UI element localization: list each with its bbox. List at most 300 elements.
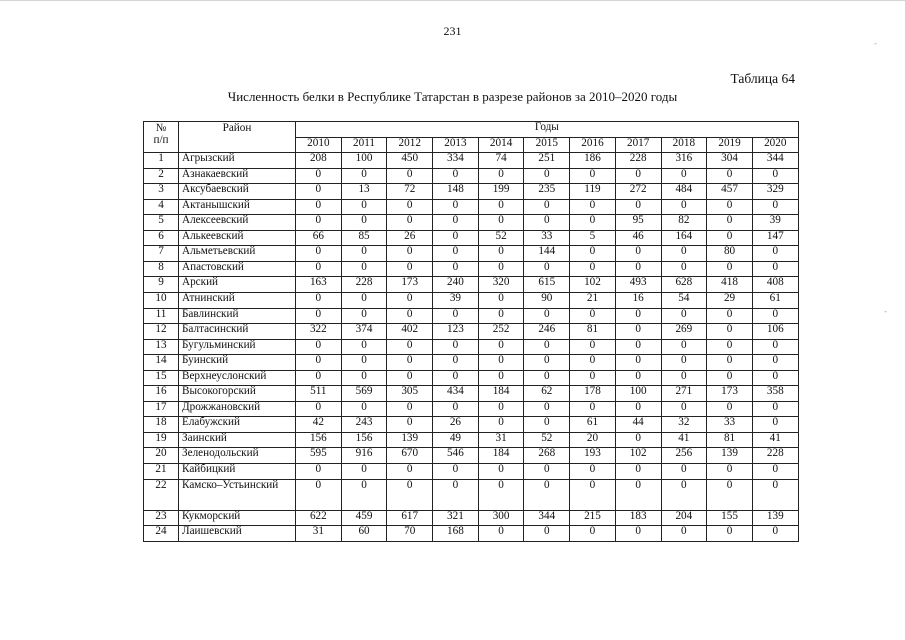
count-cell: 0	[661, 308, 707, 324]
table-row	[144, 386, 799, 402]
header-year: 2011	[341, 137, 387, 153]
count-cell: 52	[524, 432, 570, 448]
count-cell: 0	[570, 168, 616, 184]
table-row	[144, 153, 799, 169]
count-cell: 13	[341, 184, 387, 200]
count-cell: 0	[524, 339, 570, 355]
count-cell: 0	[570, 526, 616, 542]
row-number-cell: 2	[144, 168, 179, 184]
count-cell: 0	[707, 339, 753, 355]
count-cell: 39	[752, 215, 798, 231]
count-cell: 320	[478, 277, 524, 293]
squirrel-population-table	[143, 121, 799, 542]
district-name-cell: Алексеевский	[179, 215, 296, 231]
count-cell: 204	[661, 510, 707, 526]
table-row	[144, 168, 799, 184]
count-cell: 450	[387, 153, 433, 169]
district-name-cell: Аксубаевский	[179, 184, 296, 200]
count-cell: 0	[478, 339, 524, 355]
count-cell: 0	[296, 355, 342, 371]
count-cell: 106	[752, 324, 798, 340]
count-cell: 0	[615, 464, 661, 480]
row-number-cell: 18	[144, 417, 179, 433]
district-name-cell: Лаишевский	[179, 526, 296, 542]
count-cell: 321	[433, 510, 479, 526]
count-cell: 199	[478, 184, 524, 200]
count-cell: 0	[707, 199, 753, 215]
count-cell: 316	[661, 153, 707, 169]
row-number-cell: 16	[144, 386, 179, 402]
count-cell: 0	[478, 417, 524, 433]
row-number-cell: 4	[144, 199, 179, 215]
count-cell: 0	[387, 215, 433, 231]
table-row	[144, 293, 799, 309]
count-cell: 156	[341, 432, 387, 448]
table-row	[144, 510, 799, 526]
count-cell: 0	[570, 215, 616, 231]
count-cell: 193	[570, 448, 616, 464]
header-row-top	[144, 122, 799, 138]
count-cell: 0	[524, 479, 570, 510]
count-cell: 0	[615, 168, 661, 184]
table-row	[144, 246, 799, 262]
count-cell: 0	[433, 401, 479, 417]
count-cell: 0	[615, 401, 661, 417]
count-cell: 70	[387, 526, 433, 542]
count-cell: 0	[433, 230, 479, 246]
count-cell: 0	[752, 526, 798, 542]
count-cell: 0	[570, 464, 616, 480]
row-number-cell: 14	[144, 355, 179, 371]
count-cell: 0	[615, 339, 661, 355]
count-cell: 322	[296, 324, 342, 340]
header-district: Район	[179, 122, 296, 153]
district-name-cell: Агрызский	[179, 153, 296, 169]
table-row	[144, 370, 799, 386]
count-cell: 617	[387, 510, 433, 526]
count-cell: 66	[296, 230, 342, 246]
count-cell: 0	[661, 199, 707, 215]
table-row	[144, 230, 799, 246]
count-cell: 0	[433, 479, 479, 510]
count-cell: 304	[707, 153, 753, 169]
count-cell: 0	[615, 370, 661, 386]
count-cell: 0	[570, 261, 616, 277]
count-cell: 81	[570, 324, 616, 340]
count-cell: 0	[570, 479, 616, 510]
count-cell: 100	[341, 153, 387, 169]
count-cell: 0	[752, 417, 798, 433]
count-cell: 54	[661, 293, 707, 309]
count-cell: 0	[661, 526, 707, 542]
count-cell: 0	[478, 479, 524, 510]
header-year: 2010	[296, 137, 342, 153]
count-cell: 358	[752, 386, 798, 402]
count-cell: 0	[707, 308, 753, 324]
count-cell: 334	[433, 153, 479, 169]
count-cell: 228	[615, 153, 661, 169]
count-cell: 0	[615, 526, 661, 542]
count-cell: 139	[387, 432, 433, 448]
row-number-cell: 8	[144, 261, 179, 277]
table-row	[144, 184, 799, 200]
count-cell: 402	[387, 324, 433, 340]
row-number-cell: 5	[144, 215, 179, 231]
header-year: 2019	[707, 137, 753, 153]
count-cell: 0	[296, 293, 342, 309]
table-row	[144, 526, 799, 542]
table-row	[144, 277, 799, 293]
count-cell: 0	[661, 246, 707, 262]
count-cell: 434	[433, 386, 479, 402]
district-name-cell: Алькеевский	[179, 230, 296, 246]
count-cell: 61	[570, 417, 616, 433]
table-row	[144, 199, 799, 215]
count-cell: 0	[341, 355, 387, 371]
count-cell: 418	[707, 277, 753, 293]
count-cell: 0	[478, 308, 524, 324]
count-cell: 300	[478, 510, 524, 526]
count-cell: 0	[707, 464, 753, 480]
table-row	[144, 261, 799, 277]
count-cell: 0	[707, 479, 753, 510]
count-cell: 0	[433, 370, 479, 386]
count-cell: 0	[296, 168, 342, 184]
count-cell: 228	[752, 448, 798, 464]
header-year: 2012	[387, 137, 433, 153]
count-cell: 305	[387, 386, 433, 402]
count-cell: 144	[524, 246, 570, 262]
table-row	[144, 464, 799, 480]
count-cell: 0	[752, 339, 798, 355]
count-cell: 0	[570, 370, 616, 386]
count-cell: 72	[387, 184, 433, 200]
count-cell: 46	[615, 230, 661, 246]
count-cell: 0	[387, 464, 433, 480]
count-cell: 60	[341, 526, 387, 542]
count-cell: 0	[524, 199, 570, 215]
row-number-cell: 7	[144, 246, 179, 262]
count-cell: 0	[661, 464, 707, 480]
count-cell: 156	[296, 432, 342, 448]
count-cell: 0	[707, 324, 753, 340]
count-cell: 0	[341, 464, 387, 480]
count-cell: 0	[387, 199, 433, 215]
scan-speck: -	[884, 306, 887, 316]
row-number-cell: 12	[144, 324, 179, 340]
district-name-cell: Арский	[179, 277, 296, 293]
row-number-cell: 3	[144, 184, 179, 200]
count-cell: 0	[387, 246, 433, 262]
count-cell: 0	[296, 261, 342, 277]
row-number-cell: 20	[144, 448, 179, 464]
count-cell: 0	[524, 355, 570, 371]
count-cell: 0	[341, 339, 387, 355]
count-cell: 186	[570, 153, 616, 169]
count-cell: 0	[524, 401, 570, 417]
count-cell: 0	[387, 479, 433, 510]
count-cell: 0	[524, 464, 570, 480]
count-cell: 215	[570, 510, 616, 526]
district-name-cell: Верхнеуслонский	[179, 370, 296, 386]
header-year: 2015	[524, 137, 570, 153]
count-cell: 329	[752, 184, 798, 200]
district-name-cell: Атнинский	[179, 293, 296, 309]
count-cell: 272	[615, 184, 661, 200]
count-cell: 85	[341, 230, 387, 246]
count-cell: 0	[524, 261, 570, 277]
count-cell: 74	[478, 153, 524, 169]
district-name-cell: Актанышский	[179, 199, 296, 215]
count-cell: 41	[661, 432, 707, 448]
count-cell: 0	[296, 308, 342, 324]
count-cell: 183	[615, 510, 661, 526]
count-cell: 0	[615, 261, 661, 277]
count-cell: 0	[661, 168, 707, 184]
count-cell: 0	[615, 479, 661, 510]
row-number-cell: 9	[144, 277, 179, 293]
count-cell: 0	[524, 526, 570, 542]
count-cell: 0	[478, 199, 524, 215]
count-cell: 0	[707, 168, 753, 184]
district-name-cell: Заинский	[179, 432, 296, 448]
count-cell: 0	[570, 401, 616, 417]
count-cell: 0	[524, 215, 570, 231]
count-cell: 81	[707, 432, 753, 448]
count-cell: 0	[341, 215, 387, 231]
table-row	[144, 355, 799, 371]
count-cell: 21	[570, 293, 616, 309]
count-cell: 251	[524, 153, 570, 169]
header-number	[144, 122, 179, 153]
count-cell: 0	[478, 370, 524, 386]
count-cell: 0	[570, 339, 616, 355]
count-cell: 0	[707, 401, 753, 417]
count-cell: 457	[707, 184, 753, 200]
count-cell: 39	[433, 293, 479, 309]
count-cell: 615	[524, 277, 570, 293]
count-cell: 0	[387, 168, 433, 184]
count-cell: 123	[433, 324, 479, 340]
count-cell: 5	[570, 230, 616, 246]
count-cell: 0	[615, 199, 661, 215]
district-name-cell: Высокогорский	[179, 386, 296, 402]
count-cell: 0	[524, 308, 570, 324]
header-year: 2020	[752, 137, 798, 153]
count-cell: 0	[433, 464, 479, 480]
count-cell: 0	[707, 370, 753, 386]
row-number-cell: 19	[144, 432, 179, 448]
count-cell: 0	[478, 293, 524, 309]
count-cell: 0	[387, 370, 433, 386]
count-cell: 0	[661, 401, 707, 417]
count-cell: 0	[752, 370, 798, 386]
count-cell: 0	[341, 401, 387, 417]
count-cell: 0	[615, 355, 661, 371]
count-cell: 20	[570, 432, 616, 448]
count-cell: 0	[341, 479, 387, 510]
header-number-line2: п/п	[153, 133, 169, 146]
count-cell: 0	[615, 324, 661, 340]
count-cell: 0	[752, 246, 798, 262]
count-cell: 119	[570, 184, 616, 200]
count-cell: 235	[524, 184, 570, 200]
count-cell: 0	[341, 246, 387, 262]
header-year: 2014	[478, 137, 524, 153]
count-cell: 0	[707, 261, 753, 277]
count-cell: 0	[661, 339, 707, 355]
count-cell: 0	[478, 246, 524, 262]
count-cell: 0	[615, 246, 661, 262]
count-cell: 173	[707, 386, 753, 402]
scan-speck: -	[874, 38, 877, 48]
count-cell: 52	[478, 230, 524, 246]
count-cell: 0	[433, 339, 479, 355]
table-label: Таблица 64	[730, 71, 795, 86]
count-cell: 0	[387, 293, 433, 309]
header-year: 2013	[433, 137, 479, 153]
row-number-cell: 22	[144, 479, 179, 510]
count-cell: 0	[296, 479, 342, 510]
count-cell: 41	[752, 432, 798, 448]
count-cell: 670	[387, 448, 433, 464]
table-row	[144, 324, 799, 340]
count-cell: 33	[524, 230, 570, 246]
district-name-cell: Альметьевский	[179, 246, 296, 262]
count-cell: 0	[752, 261, 798, 277]
count-cell: 163	[296, 277, 342, 293]
row-number-cell: 11	[144, 308, 179, 324]
count-cell: 102	[570, 277, 616, 293]
row-number-cell: 10	[144, 293, 179, 309]
count-cell: 95	[615, 215, 661, 231]
count-cell: 0	[661, 261, 707, 277]
count-cell: 26	[387, 230, 433, 246]
row-number-cell: 13	[144, 339, 179, 355]
count-cell: 0	[524, 417, 570, 433]
count-cell: 374	[341, 324, 387, 340]
count-cell: 546	[433, 448, 479, 464]
count-cell: 147	[752, 230, 798, 246]
count-cell: 155	[707, 510, 753, 526]
count-cell: 0	[478, 464, 524, 480]
count-cell: 0	[478, 526, 524, 542]
count-cell: 916	[341, 448, 387, 464]
header-number-line1: №	[155, 122, 167, 134]
count-cell: 0	[752, 168, 798, 184]
count-cell: 31	[296, 526, 342, 542]
district-name-cell: Буинский	[179, 355, 296, 371]
count-cell: 0	[570, 308, 616, 324]
count-cell: 102	[615, 448, 661, 464]
row-number-cell: 6	[144, 230, 179, 246]
table-row	[144, 479, 799, 510]
count-cell: 42	[296, 417, 342, 433]
count-cell: 148	[433, 184, 479, 200]
count-cell: 0	[752, 479, 798, 510]
count-cell: 0	[752, 199, 798, 215]
count-cell: 0	[707, 215, 753, 231]
count-cell: 32	[661, 417, 707, 433]
count-cell: 0	[707, 355, 753, 371]
count-cell: 80	[707, 246, 753, 262]
count-cell: 344	[524, 510, 570, 526]
count-cell: 240	[433, 277, 479, 293]
count-cell: 0	[387, 339, 433, 355]
count-cell: 0	[296, 199, 342, 215]
count-cell: 595	[296, 448, 342, 464]
count-cell: 256	[661, 448, 707, 464]
count-cell: 0	[433, 261, 479, 277]
count-cell: 569	[341, 386, 387, 402]
count-cell: 0	[615, 308, 661, 324]
count-cell: 0	[615, 432, 661, 448]
count-cell: 0	[433, 355, 479, 371]
district-name-cell: Зеленодольский	[179, 448, 296, 464]
district-name-cell: Бугульминский	[179, 339, 296, 355]
count-cell: 269	[661, 324, 707, 340]
count-cell: 0	[341, 261, 387, 277]
count-cell: 0	[752, 308, 798, 324]
count-cell: 90	[524, 293, 570, 309]
count-cell: 0	[478, 355, 524, 371]
count-cell: 252	[478, 324, 524, 340]
row-number-cell: 24	[144, 526, 179, 542]
row-number-cell: 17	[144, 401, 179, 417]
count-cell: 0	[296, 246, 342, 262]
count-cell: 0	[296, 184, 342, 200]
row-number-cell: 21	[144, 464, 179, 480]
district-name-cell: Балтасинский	[179, 324, 296, 340]
count-cell: 0	[341, 308, 387, 324]
count-cell: 0	[661, 370, 707, 386]
header-year: 2016	[570, 137, 616, 153]
district-name-cell: Кукморский	[179, 510, 296, 526]
count-cell: 0	[478, 261, 524, 277]
count-cell: 246	[524, 324, 570, 340]
page-top-rule	[0, 0, 905, 1]
count-cell: 100	[615, 386, 661, 402]
count-cell: 628	[661, 277, 707, 293]
count-cell: 29	[707, 293, 753, 309]
count-cell: 62	[524, 386, 570, 402]
count-cell: 0	[387, 417, 433, 433]
count-cell: 228	[341, 277, 387, 293]
count-cell: 0	[524, 168, 570, 184]
table-row	[144, 215, 799, 231]
count-cell: 0	[387, 261, 433, 277]
count-cell: 164	[661, 230, 707, 246]
header-year: 2017	[615, 137, 661, 153]
count-cell: 0	[433, 246, 479, 262]
count-cell: 184	[478, 386, 524, 402]
count-cell: 0	[524, 370, 570, 386]
count-cell: 0	[387, 401, 433, 417]
count-cell: 0	[752, 464, 798, 480]
table-row	[144, 339, 799, 355]
district-name-cell: Елабужский	[179, 417, 296, 433]
table-body	[144, 153, 799, 542]
count-cell: 26	[433, 417, 479, 433]
count-cell: 0	[296, 339, 342, 355]
count-cell: 511	[296, 386, 342, 402]
count-cell: 61	[752, 293, 798, 309]
count-cell: 0	[341, 370, 387, 386]
count-cell: 0	[478, 168, 524, 184]
count-cell: 16	[615, 293, 661, 309]
count-cell: 168	[433, 526, 479, 542]
count-cell: 139	[752, 510, 798, 526]
